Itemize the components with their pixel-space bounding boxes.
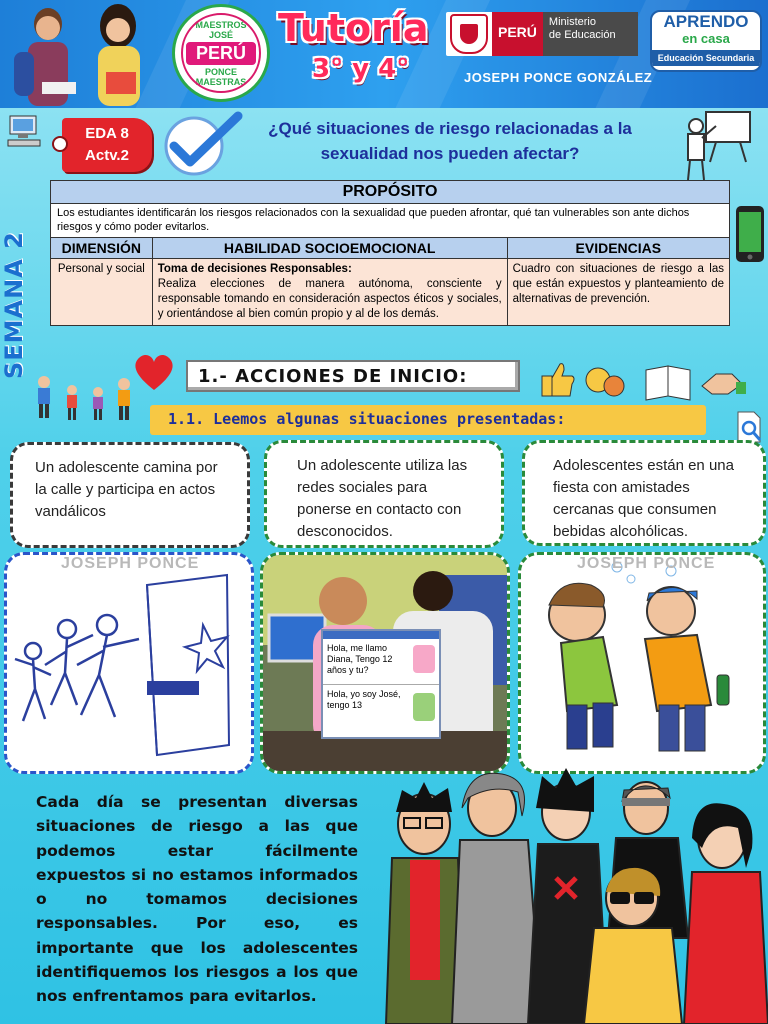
drunk-teens-drawing [521,555,763,771]
teen-6 [684,803,768,1024]
internet-chat-photo [260,552,510,774]
watermark-2: JOSEPH PONCE [577,555,716,572]
ministry-logo [446,12,638,56]
badge-name: JOSÉ [208,29,233,40]
purpose-table [50,180,730,326]
thumbs-up-icon [542,364,574,396]
situation-card-social-media: Un adolescente utiliza las redes sociales para ponerse en contacto con desconocidos. [264,440,504,548]
vandalism-illustration [4,552,254,774]
teacher-whiteboard-icon [676,104,756,184]
skill-description: Realiza elecciones de manera autónoma, consciente y responsable tomando en consideración aspectos éticos y sociales, y orientándose al bien común propio y al de los demás. [157,278,502,320]
alcohol-illustration [518,552,766,774]
column-evidence: EVIDENCIAS [575,240,662,256]
teachers-badge-logo [172,4,270,102]
ministry-line1: Ministerio [548,16,596,28]
chat-avatar-girl [413,645,435,673]
children-illustration [30,372,140,424]
page-title: Tutoría [278,6,429,50]
aprendo-line2: en casa [682,31,730,46]
column-dimension: DIMENSIÓN [51,238,153,258]
subsection-title: 1.1. Leemos algunas situaciones presentadas: [150,405,706,435]
skill-title: Toma de decisiones Responsables: [157,263,352,275]
chat-window [321,629,441,739]
eda-tag [62,118,152,172]
magnifier-document-icon [736,410,764,444]
aprendo-line1: APRENDO [663,12,749,31]
evidence-cell: Cuadro con situaciones de riesgo a las que están expuestos y planteamiento de alternativas de prevención. [512,263,724,305]
badge-country: PERÚ [186,42,256,65]
chat-titlebar [323,631,439,639]
situation-card-party-alcohol: Adolescentes están en una fiesta con amistades cercanas que consumen bebidas alcohólicas. [522,440,766,546]
lesson-question: ¿Qué situaciones de riesgo relacionadas a la sexualidad nos pueden afectar? [268,119,632,163]
intro-paragraph: Cada día se presentan diversas situaciones de riesgo a las que podemos estar fácilmente expuestos si no estamos informados o no tomamos decisiones responsables. Por eso, es importante que los adolescentes identifiquemos los riesgos a los que nos enfrentamos para evitarlos. [36,793,358,1006]
badge-bottom-text: MAESTRAS [195,76,247,87]
activity-number: Actv.2 [85,147,129,164]
faces-icon [586,368,624,396]
chat-message-2: Hola, yo soy José, tengo 13 [327,689,401,710]
smartphone-icon [734,204,766,264]
eda-number: EDA 8 [85,125,129,142]
students-photo [6,2,156,106]
ministry-name [543,12,638,56]
teen-2 [452,773,542,1024]
heart-icon [130,352,178,392]
chat-message-1: Hola, me llamo Diana, Tengo 12 años y tu? [323,639,439,685]
author-name: JOSEPH PONCE GONZÁLEZ [464,70,653,85]
coat-of-arms-icon [450,14,488,54]
teen-1 [386,782,464,1024]
teenagers-group-illustration [372,768,768,1024]
ministry-country: PERÚ [492,12,543,56]
watermark: JOSEPH PONCE [61,555,200,572]
computer-icon [6,112,46,152]
aprendo-line3: Educación Secundaria [652,50,760,66]
skill-cell [153,259,508,325]
chat-avatar-boy [413,693,435,721]
dimension-cell: Personal y social [51,259,153,325]
open-book-icon [646,366,690,400]
column-skill: HABILIDAD SOCIOEMOCIONAL [153,238,508,258]
situation-card-vandalism: Un adolescente camina por la calle y participa en actos vandálicos [10,442,250,548]
week-label: SEMANA 2 [0,231,28,379]
vandals-drawing [7,555,251,771]
checkmark-icon [160,110,244,178]
ministry-line2: de Educación [548,29,616,41]
purpose-text: Los estudiantes identificarán los riesgos relacionados con la sexualidad que pueden afrontar, qué tan vulnerables son ante dichos riesgos y cómo poder evitarlos. [51,204,729,238]
badge-name2: PONCE [204,66,237,77]
aprendo-en-casa-logo [650,10,762,72]
handshake-icon [702,374,746,394]
section-title: 1.- ACCIONES DE INICIO: [186,360,520,392]
badge-top-text: MAESTROS [195,19,247,30]
grade-label: 3° y 4° [312,54,410,84]
table-column-headers [51,238,729,259]
emoji-icons-strip [536,356,746,404]
purpose-header: PROPÓSITO [51,181,729,204]
table-row [51,259,729,325]
